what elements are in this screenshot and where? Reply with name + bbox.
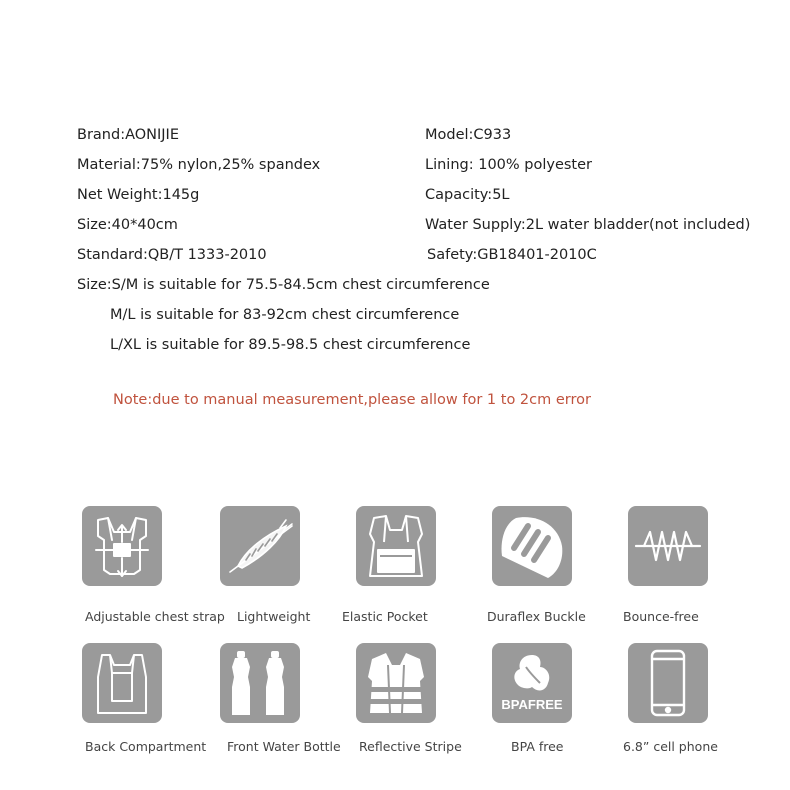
spec-standard: Standard:QB/T 1333-2010 (77, 247, 267, 263)
spec-size-sm: Size:S/M is suitable for 75.5-84.5cm chest circumference (77, 277, 490, 293)
spec-material: Material:75% nylon,25% spandex (77, 157, 321, 173)
spec-net-weight: Net Weight:145g (77, 187, 200, 203)
spec-capacity: Capacity:5L (425, 187, 510, 203)
feature-label-bpa-free: BPA free (511, 739, 564, 754)
feature-label-front-water-bottle: Front Water Bottle (227, 739, 341, 754)
buckle-icon (492, 506, 572, 586)
feature-label-cell-phone: 6.8” cell phone (623, 739, 718, 754)
feather-icon (220, 506, 300, 586)
bpa-free-icon (492, 643, 572, 723)
feature-label-bounce-free: Bounce-free (623, 609, 699, 624)
bpa-free-badge: BPAFREE (501, 697, 563, 712)
feature-label-elastic-pocket: Elastic Pocket (342, 609, 428, 624)
back-compartment-icon (82, 643, 162, 723)
bounce-free-icon (628, 506, 708, 586)
spec-safety: Safety:GB18401-2010C (427, 247, 597, 263)
feature-label-adjustable-chest-strap: Adjustable chest strap (85, 609, 225, 624)
spec-brand: Brand:AONIJIE (77, 127, 179, 143)
spec-water-supply: Water Supply:2L water bladder(not included) (425, 217, 751, 233)
reflective-vest-icon (356, 643, 436, 723)
spec-size-ml: M/L is suitable for 83-92cm chest circumference (110, 307, 460, 323)
spec-size-lxl: L/XL is suitable for 89.5-98.5 chest circumference (110, 337, 471, 353)
adjustable-chest-strap-icon (82, 506, 162, 586)
spec-size: Size:40*40cm (77, 217, 178, 233)
feature-label-lightweight: Lightweight (237, 609, 311, 624)
spec-model: Model:C933 (425, 127, 512, 143)
feature-label-duraflex-buckle: Duraflex Buckle (487, 609, 586, 624)
feature-label-back-compartment: Back Compartment (85, 739, 207, 754)
feature-label-reflective-stripe: Reflective Stripe (359, 739, 462, 754)
measurement-note: Note:due to manual measurement,please allow for 1 to 2cm error (113, 392, 591, 408)
spec-lining: Lining: 100% polyester (425, 157, 593, 173)
elastic-pocket-vest-icon (356, 506, 436, 586)
water-bottles-icon (220, 643, 300, 723)
cell-phone-icon (628, 643, 708, 723)
